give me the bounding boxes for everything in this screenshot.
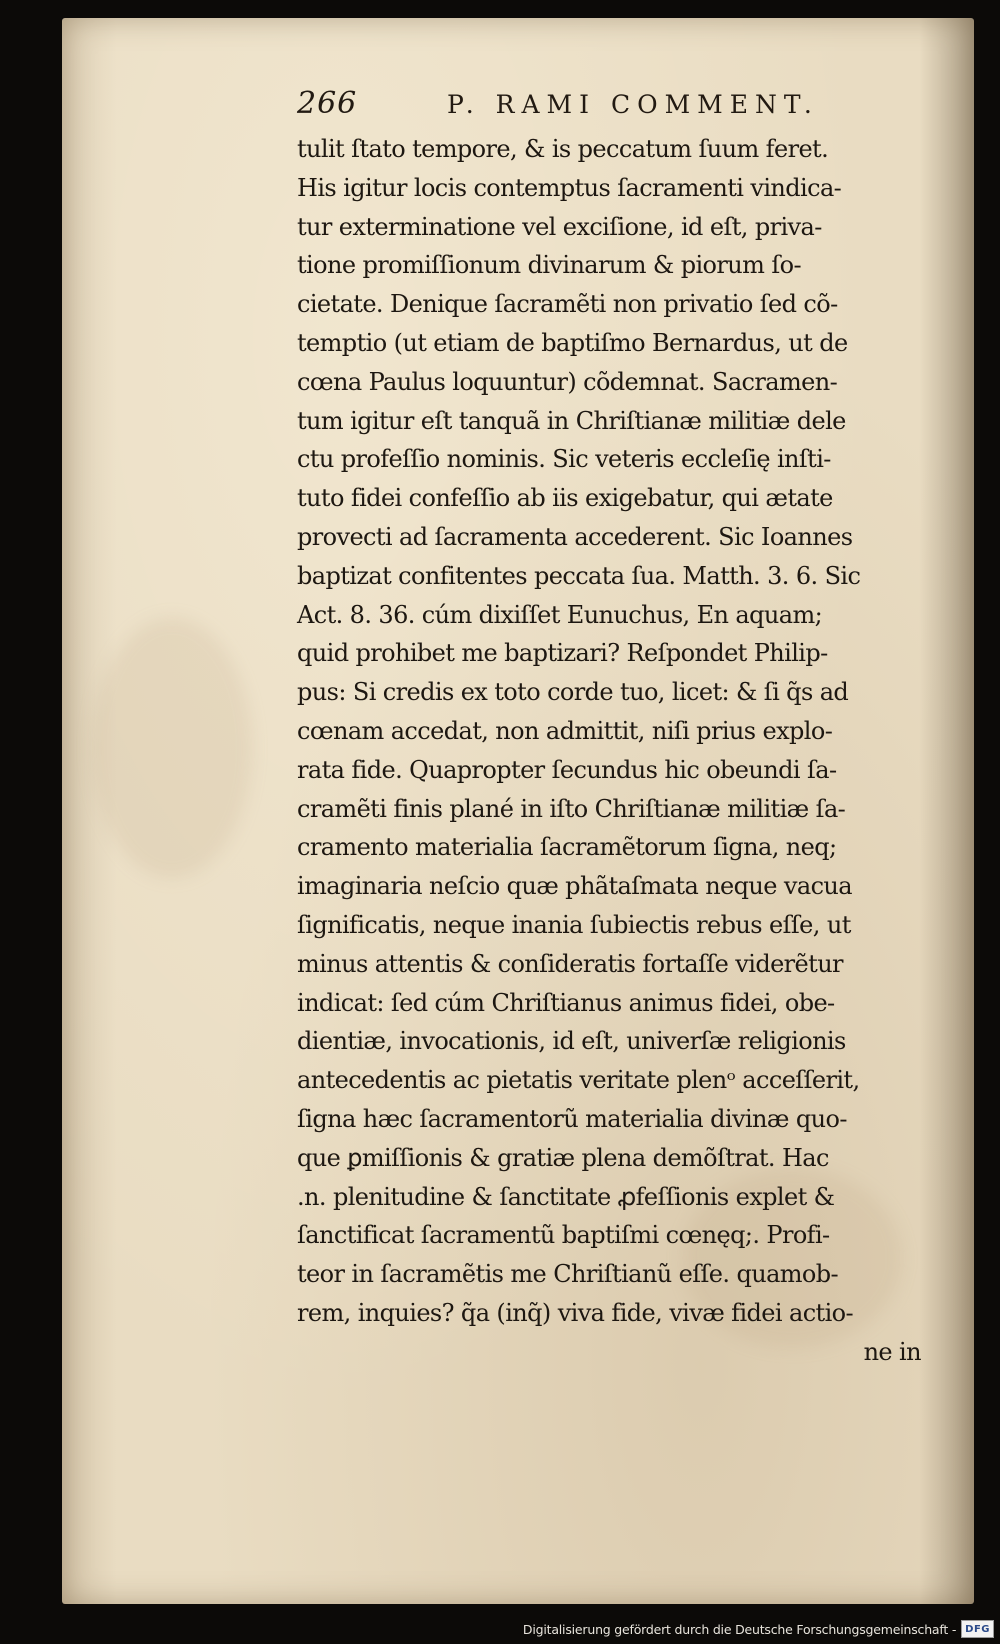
text-block [297,130,939,1372]
text-line: indicat: ſed cúm Chriſtianus animus fidei, obe- [297,988,835,1017]
text-line: pus: Si credis ex toto corde tuo, licet: & ſi q̃s ad [297,678,849,707]
paper-stain [92,618,252,878]
text-line: cœnam accedat, non admittit, niſi prius explo- [297,716,833,745]
running-title: P. RAMI COMMENT. [447,90,819,119]
text-line: tione promiſſionum divinarum & piorum ſo- [297,251,801,280]
text-line: ctu profeſſio nominis. Sic veteris eccleſię inſti- [297,445,831,474]
text-line: tum igitur eſt tanquã in Chriſtianæ militiæ dele [297,406,846,435]
text-line: tur exterminatione vel exciſione, id eſt, priva- [297,212,822,241]
text-line: .n. plenitudine & ſanctitate ꝓfeſſionis explet & [297,1182,835,1211]
text-line: rata fide. Quapropter ſecundus hic obeundi ſa- [297,755,837,784]
text-line: ſigna hæc ſacramentorũ materialia divinæ quo- [297,1104,847,1133]
dfg-logo-icon: DFG [961,1620,994,1638]
text-line: que ꝑmiſſionis & gratiæ plena demõſtrat. Hac [297,1143,829,1172]
folio-number: 266 [297,86,358,121]
text-line: Act. 8. 36. cúm dixiſſet Eunuchus, En aquam; [297,600,823,629]
text-line: quid prohibet me baptizari? Reſpondet Philip- [297,639,828,668]
text-line: cœna Paulus loquuntur) cõdemnat. Sacramen- [297,367,838,396]
text-line: tulit ſtato tempore, & is peccatum ſuum feret. [297,135,829,163]
digitization-credit [523,1618,994,1640]
page-header [297,86,917,126]
text-line: cietate. Denique ſacramẽti non privatio ſed cõ- [297,290,838,319]
text-line: temptio (ut etiam de baptiſmo Bernardus, ut de [297,328,848,357]
text-line: baptizat confitentes peccata ſua. Matth. 3. 6. Sic [297,561,861,590]
text-line: minus attentis & conſideratis fortaſſe viderẽtur [297,949,843,978]
text-line: antecedentis ac pietatis veritate plenᵒ acceſſerit, [297,1066,860,1095]
text-line: tuto fidei confeſſio ab iis exigebatur, qui ætate [297,484,833,513]
text-line: imaginaria neſcio quæ phãtaſmata neque vacua [297,872,852,901]
text-line: provecti ad ſacramenta accederent. Sic Ioannes [297,522,853,551]
credit-text: Digitalisierung gefördert durch die Deutsche Forschungsgemeinschaft - [522,1621,957,1637]
text-line: rem, inquies? q̃a (inq̃) viva fide, vivæ fidei actio- [297,1298,854,1327]
catchword: ne in [863,1337,921,1366]
text-line: cramento materialia ſacramẽtorum ſigna, neq; [297,833,837,862]
text-line: cramẽti finis plané in iſto Chriſtianæ militiæ ſa- [297,794,846,823]
text-line: teor in ſacramẽtis me Chriſtianũ eſſe. quamob- [297,1260,839,1289]
text-line: ſignificatis, neque inania ſubiectis rebus eſſe, ut [297,910,851,939]
text-line: dientiæ, invocationis, id eſt, univerſæ religionis [297,1027,846,1056]
text-line: ſanctificat ſacramentũ baptiſmi cœnęq;. Profi- [297,1221,830,1250]
text-line: His igitur locis contemptus ſacramenti vindica- [297,173,842,202]
